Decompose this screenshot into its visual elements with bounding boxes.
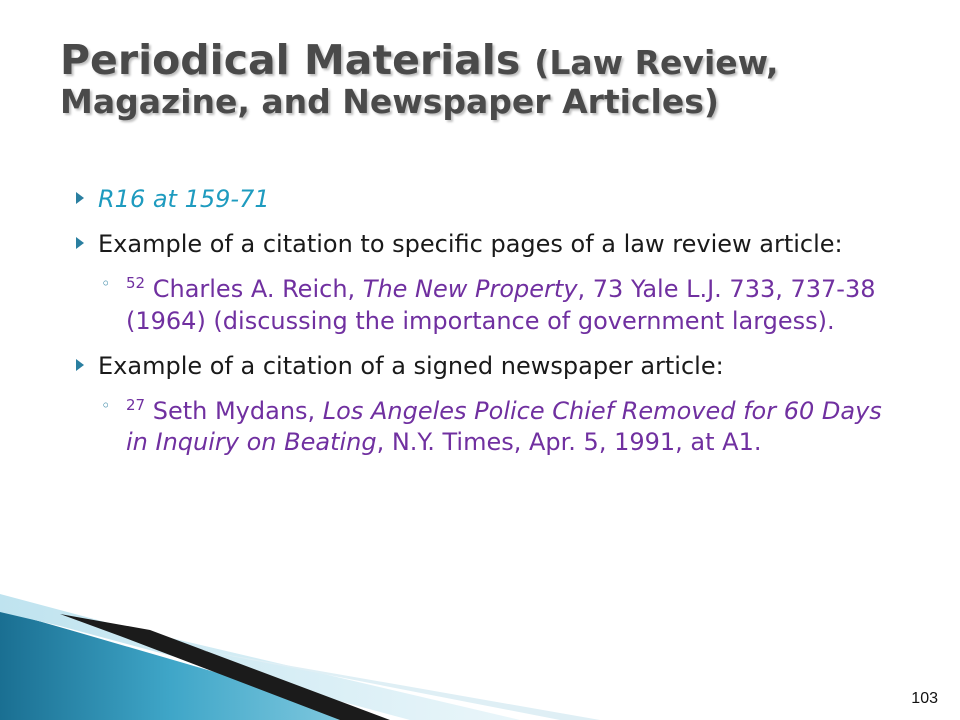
citation-2 xyxy=(76,396,906,458)
citation-1-author: Charles A. Reich, xyxy=(145,275,363,304)
title-line2: Magazine, and Newspaper Articles) xyxy=(60,81,719,121)
citation-1-rest: , 73 Yale L.J. 733, 737-38 (1964) (discussing the importance of government largess). xyxy=(126,275,876,335)
citation-1 xyxy=(76,274,906,336)
corner-decoration xyxy=(0,590,960,720)
example2-text: Example of a citation of a signed newspaper article: xyxy=(98,351,724,380)
page-number: 103 xyxy=(911,690,938,707)
arrow-bullet-icon xyxy=(76,359,84,371)
bullet-example-2 xyxy=(76,351,906,382)
citation-2-rest: , N.Y. Times, Apr. 5, 1991, at A1. xyxy=(376,428,762,457)
citation-1-title: The New Property xyxy=(362,275,578,304)
circle-bullet-icon: ◦ xyxy=(101,274,111,294)
citation-2-number: 27 xyxy=(126,395,146,414)
title-main: Periodical Materials xyxy=(60,36,521,84)
example1-text: Example of a citation to specific pages of a law review article: xyxy=(98,230,843,259)
bullet-rule-ref xyxy=(76,184,906,215)
citation-2-title: Los Angeles Police Chief Removed for 60 Days in Inquiry on Beating xyxy=(126,396,882,457)
arrow-bullet-icon xyxy=(76,192,84,204)
circle-bullet-icon: ◦ xyxy=(101,395,111,415)
citation-1-number: 52 xyxy=(126,274,146,293)
slide-title xyxy=(60,38,920,121)
rule-reference: R16 at 159-71 xyxy=(98,185,270,213)
citation-2-author: Seth Mydans, xyxy=(145,396,323,425)
bullet-example-1 xyxy=(76,229,906,260)
arrow-bullet-icon xyxy=(76,237,84,249)
title-paren: (Law Review, xyxy=(534,43,779,82)
bullet-list xyxy=(76,184,906,472)
